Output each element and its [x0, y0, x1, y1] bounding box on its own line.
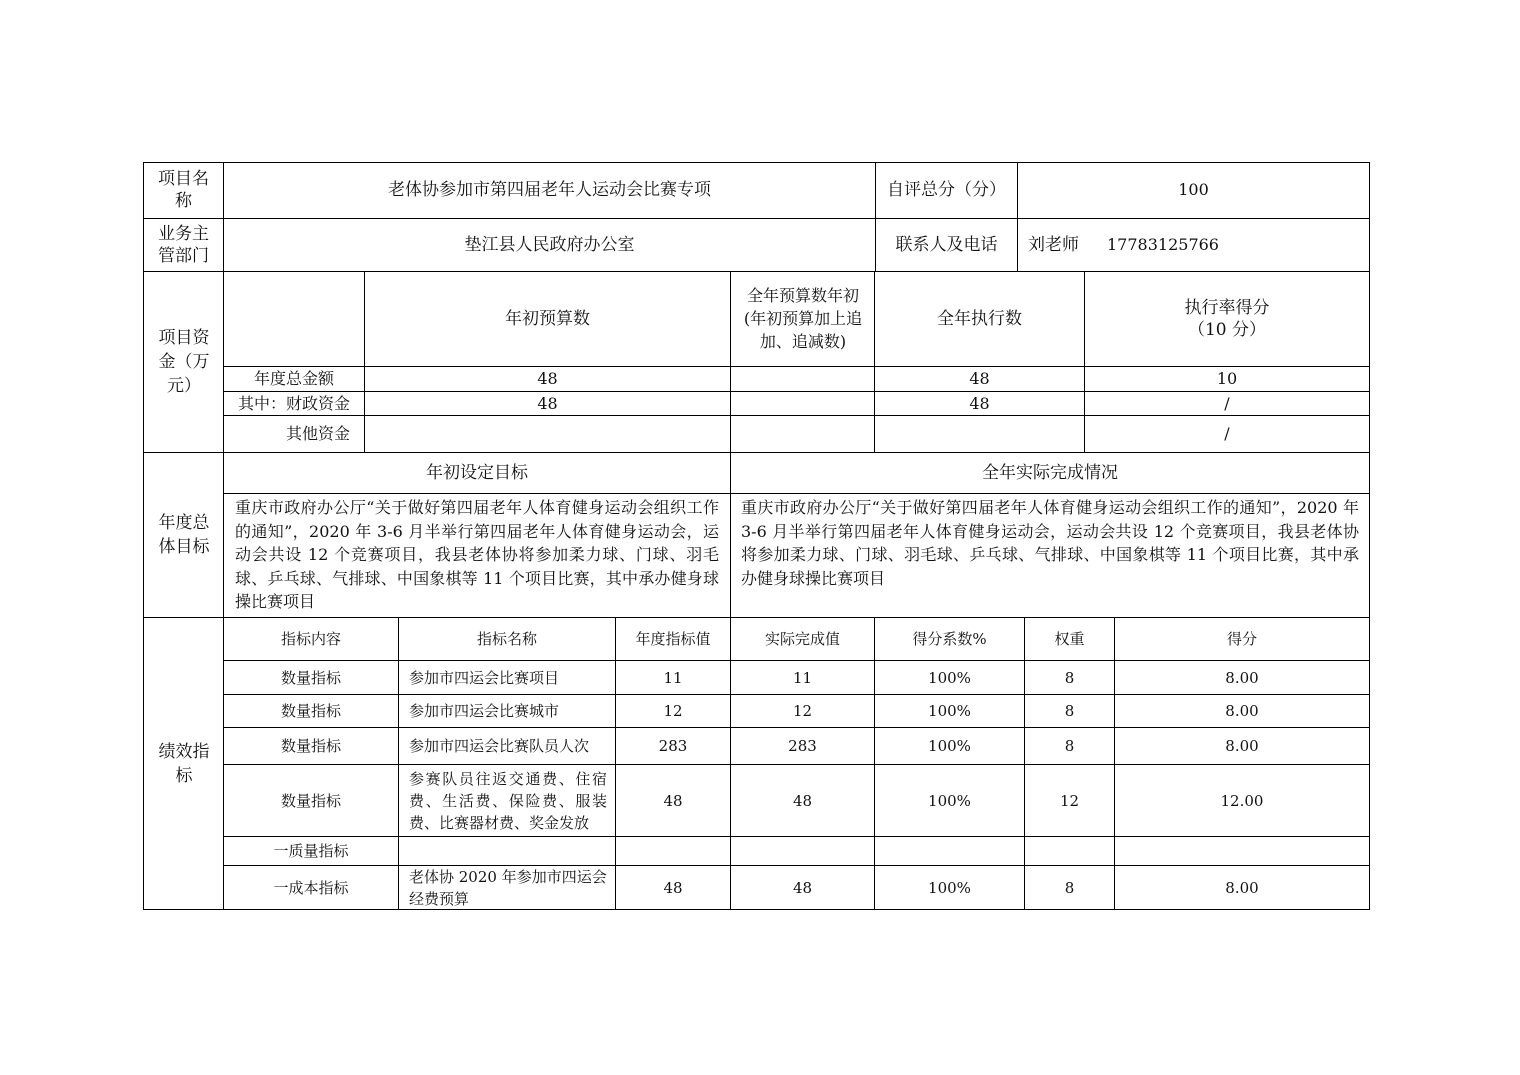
- perf-row-content: 数量指标: [280, 668, 341, 687]
- perf-row-score: 8.00: [1225, 878, 1259, 897]
- contact-phone: 17783125766: [1107, 234, 1219, 254]
- perf-row-target: 48: [663, 791, 683, 810]
- perf-row-score: 8.00: [1225, 668, 1259, 687]
- perf-row-score: [1115, 837, 1369, 865]
- perf-row-name: [399, 837, 615, 865]
- funds-row-adjusted: [731, 367, 874, 391]
- perf-row-target: [616, 837, 730, 865]
- funds-row-executed: [875, 416, 1084, 452]
- perf-row-actual: 48: [792, 791, 813, 810]
- perf-row-name: 参赛队员往返交通费、住宿费、生活费、保险费、服装费、比赛器材费、奖金发放: [409, 769, 607, 832]
- perf-row-actual: 48: [792, 878, 813, 897]
- contact-value: [1018, 218, 1369, 271]
- perf-row-target: 12: [663, 702, 683, 720]
- perf-row-weight: 8: [1064, 737, 1075, 755]
- perf-row-name: 参加市四运会比赛队员人次: [409, 737, 590, 755]
- goals-label: 年度总体目标: [158, 512, 210, 557]
- perf-row-actual: 12: [792, 702, 813, 720]
- goals-actual-text: 重庆市政府办公厅“关于做好第四届老年人体育健身运动会组织工作的通知”，2020 年 3-6 月半举行第四届老年人体育健身运动会，运动会共设 12 个竞赛项目，我县老体协将参加柔力球、门球、羽毛球、乒乓球、气排球、中国象棋等 11 个项目比赛，其中承办健身球操比赛项目: [741, 498, 1359, 588]
- self-score-value: 100: [1178, 180, 1209, 199]
- funds-row-initial: [365, 416, 730, 452]
- perf-row-weight: [1025, 837, 1114, 865]
- project-name-label: 项目名称: [158, 169, 209, 211]
- perf-row-actual: 11: [792, 668, 813, 687]
- perf-row-content: 数量指标: [280, 791, 341, 810]
- perf-row-weight: 12: [1059, 791, 1080, 810]
- project-name-value: 老体协参加市第四届老年人运动会比赛专项: [388, 180, 711, 200]
- perf-row-target: 283: [658, 737, 688, 755]
- funds-label: 项目资金（万元）: [158, 327, 210, 396]
- funds-header-initial: 年初预算数: [505, 308, 590, 329]
- perf-row-target: 48: [663, 878, 683, 897]
- perf-row-score: 8.00: [1225, 702, 1259, 720]
- perf-row-score: 12.00: [1220, 791, 1264, 810]
- perf-row-weight: 8: [1064, 878, 1075, 897]
- department-label: 业务主管部门: [158, 223, 209, 266]
- perf-row-name: 参加市四运会比赛项目: [409, 668, 560, 687]
- department-value: 垫江县人民政府办公室: [464, 234, 635, 255]
- perf-row-content: 一质量指标: [273, 842, 349, 860]
- perf-header-coef: 得分系数%: [912, 630, 987, 648]
- rate-score-title: 执行率得分: [1184, 297, 1270, 318]
- funds-row-adjusted: [731, 392, 874, 415]
- funds-row-adjusted: [731, 416, 874, 452]
- perf-header-weight: 权重: [1054, 630, 1085, 648]
- contact-name: 刘老师: [1028, 234, 1079, 255]
- perf-row-target: 11: [663, 668, 683, 687]
- perf-header-score: 得分: [1226, 630, 1257, 648]
- funds-row-score: /: [1224, 424, 1230, 443]
- funds-row-executed: 48: [969, 369, 990, 388]
- funds-row-score: /: [1224, 393, 1230, 413]
- funds-row-label: 其中：财政资金: [237, 393, 350, 413]
- perf-header-actual: 实际完成值: [764, 630, 840, 648]
- perf-row-name: 老体协 2020 年参加市四运会经费预算: [409, 867, 607, 908]
- perf-row-coef: [875, 837, 1024, 865]
- funds-row-score: 10: [1216, 369, 1238, 388]
- perf-row-content: 数量指标: [280, 737, 341, 755]
- funds-row-initial: 48: [537, 393, 558, 413]
- perf-row-coef: 100%: [928, 702, 971, 720]
- funds-row-executed: 48: [969, 393, 990, 413]
- perf-row-content: 一成本指标: [273, 878, 349, 897]
- perf-row-content: 数量指标: [280, 702, 341, 720]
- perf-row-weight: 8: [1064, 702, 1075, 720]
- performance-label: 绩效指标: [158, 741, 210, 786]
- perf-row-coef: 100%: [928, 878, 971, 897]
- perf-header-content: 指标内容: [280, 630, 341, 648]
- rate-score-sub: （10 分）: [1187, 319, 1267, 340]
- funds-row-label: 其他资金: [285, 424, 350, 443]
- perf-row-actual: 283: [788, 737, 817, 755]
- perf-row-actual: [731, 837, 874, 865]
- perf-row-score: 8.00: [1225, 737, 1259, 755]
- goals-actual-header: 全年实际完成情况: [982, 462, 1118, 483]
- funds-row-initial: 48: [537, 369, 558, 388]
- funds-header-executed: 全年执行数: [937, 308, 1022, 329]
- perf-row-coef: 100%: [928, 668, 971, 687]
- perf-row-coef: 100%: [928, 737, 971, 755]
- perf-row-name: 参加市四运会比赛城市: [409, 702, 560, 720]
- self-score-label: 自评总分（分）: [887, 180, 1006, 200]
- contact-label: 联系人及电话: [895, 234, 998, 255]
- perf-header-name: 指标名称: [476, 630, 537, 648]
- funds-row-label: 年度总金额: [253, 369, 334, 388]
- performance-evaluation-table: [143, 162, 1370, 910]
- perf-row-coef: 100%: [928, 791, 971, 810]
- goals-planned-text: 重庆市政府办公厅“关于做好第四届老年人体育健身运动会组织工作的通知”，2020 年 3-6 月半举行第四届老年人体育健身运动会，运动会共设 12 个竞赛项目，我县老体协将参加柔力球、门球、羽毛球、乒乓球、气排球、中国象棋等 11 个项目比赛，其中承办健身球操比赛项目: [235, 498, 719, 611]
- goals-planned-header: 年初设定目标: [426, 462, 528, 483]
- perf-header-target: 年度指标值: [635, 630, 711, 648]
- perf-row-weight: 8: [1064, 668, 1075, 687]
- funds-header-adjusted: 全年预算数年初(年初预算加上追加、追减数): [743, 286, 863, 351]
- funds-header-rate-score: [1085, 271, 1369, 366]
